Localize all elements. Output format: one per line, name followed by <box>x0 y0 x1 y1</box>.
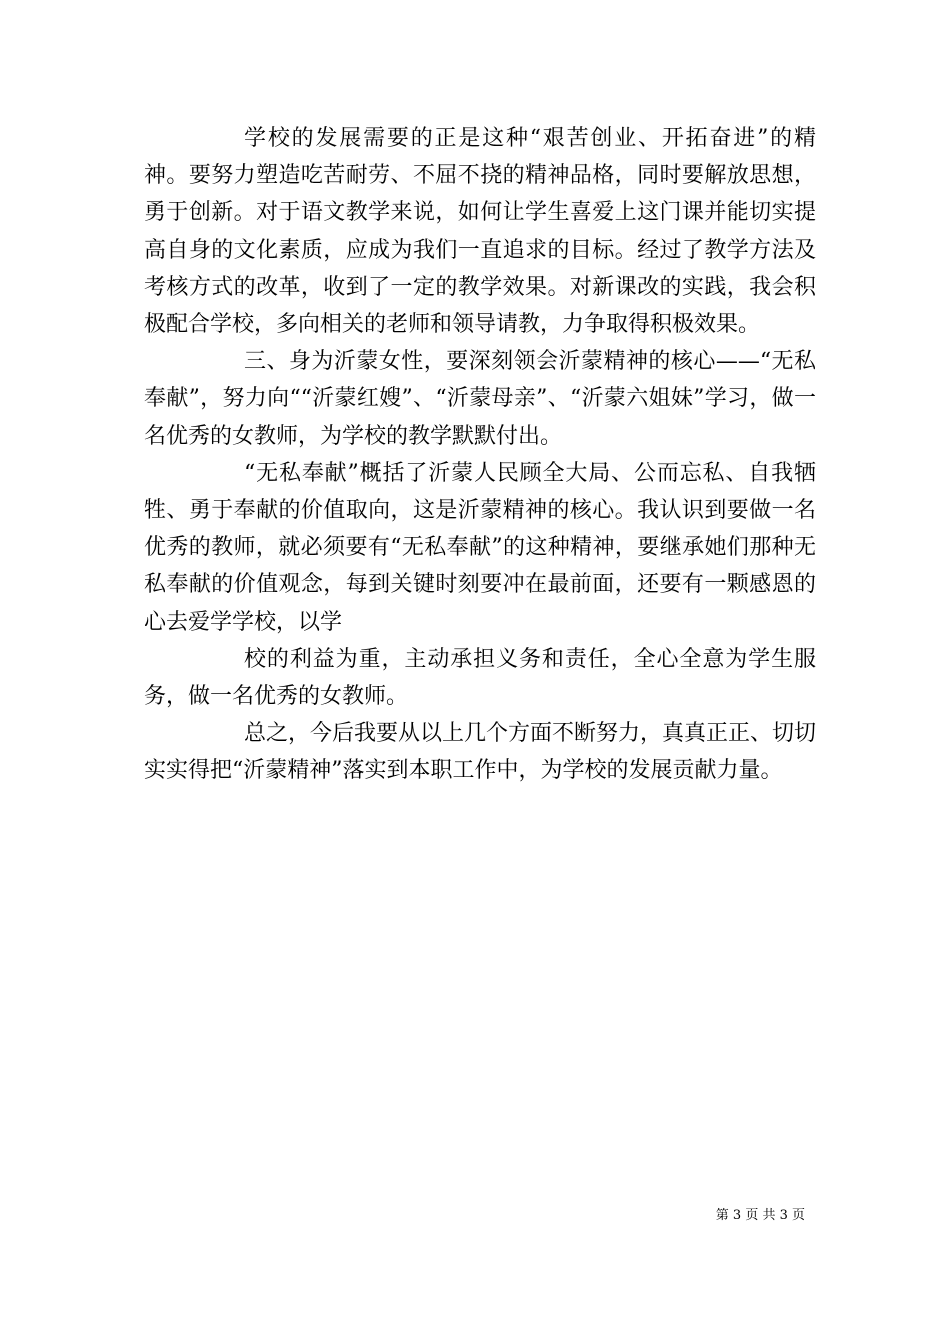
paragraph-5: 总之，今后我要从以上几个方面不断努力，真真正正、切切实实得把“沂蒙精神”落实到本职工作中，为学校的发展贡献力量。 <box>144 721 817 784</box>
paragraph-1: 学校的发展需要的正是这种“艰苦创业、开拓奋进”的精神。要努力塑造吃苦耐劳、不屈不挠的精神品格，同时要解放思想，勇于创新。对于语文教学来说，如何让学生喜爱上这门课并能切实提高自身的文化素质，应成为我们一直追求的目标。经过了教学方法及考核方式的改革，收到了一定的教学效果。对新课改的实践，我会积极配合学校，多向相关的老师和领导请教，力争取得积极效果。 <box>144 126 816 338</box>
paragraph-2: 三、身为沂蒙女性，要深刻领会沂蒙精神的核心——“无私奉献”，努力向““沂蒙红嫂”、“沂蒙母亲”、“沂蒙六姐妹”学习，做一名优秀的女教师，为学校的教学默默付出。 <box>144 349 816 449</box>
page-number-footer: 第 3 页 共 3 页 <box>715 1208 805 1223</box>
paragraph-3: “无私奉献”概括了沂蒙人民顾全大局、公而忘私、自我牺牲、勇于奉献的价值取向，这是沂蒙精神的核心。我认识到要做一名优秀的教师，就必须要有“无私奉献”的这种精神，要继承她们那种无私奉献的价值观念，每到关键时刻要冲在最前面，还要有一颗感恩的心去爱学学校，以学 <box>144 460 816 635</box>
document-body <box>144 120 816 790</box>
paragraph-4: 校的利益为重，主动承担义务和责任，全心全意为学生服务，做一名优秀的女教师。 <box>144 646 816 710</box>
